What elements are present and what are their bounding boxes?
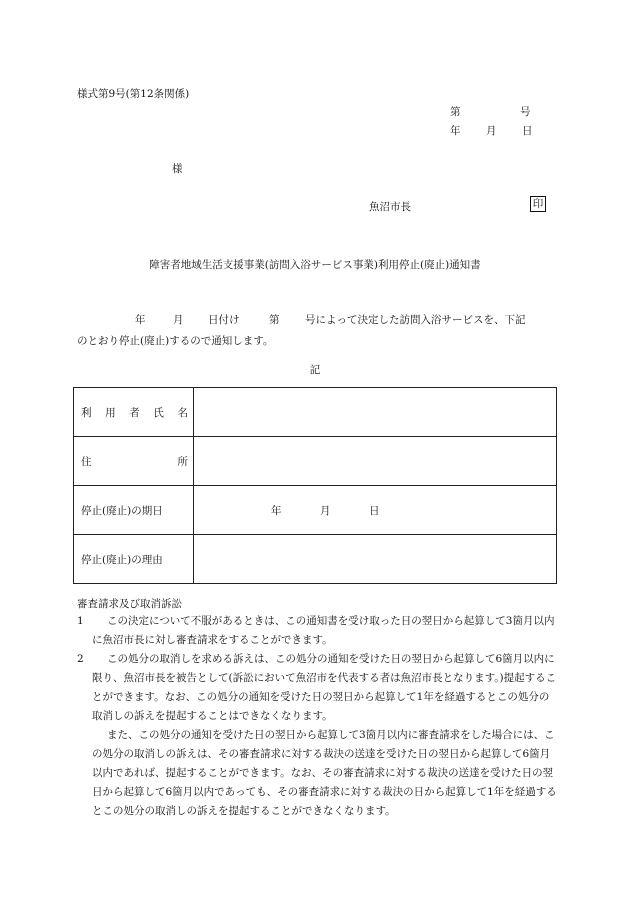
table-row xyxy=(74,388,557,437)
stop-date-day: 日 xyxy=(369,505,380,517)
reference-day: 日 xyxy=(522,125,533,137)
table-row xyxy=(74,535,557,584)
value-user-name xyxy=(194,388,557,437)
label-stop-date: 停止(廃止)の期日 xyxy=(74,486,194,535)
body-day-dated: 日付け xyxy=(208,314,240,326)
table-row xyxy=(74,486,557,535)
document-title: 障害者地域生活支援事業(訪問入浴サービス事業)利用停止(廃止)通知書 xyxy=(149,259,481,271)
stop-date-month: 月 xyxy=(320,505,331,517)
label-char: 名 xyxy=(177,406,188,419)
ki-heading: 記 xyxy=(309,364,321,376)
label-char: 者 xyxy=(129,406,140,419)
appeal-item-number: 2 xyxy=(77,653,84,665)
label-address xyxy=(74,437,194,486)
appeal-item-text: この処分の取消しを求める訴えは、この処分の通知を受けた日の翌日から起算して6箇月以内に限り、魚沼市長を被告として(訴訟において魚沼市を代表する者は魚沼市長となります。)提起することができます。なお、この処分の通知を受けた日の翌日から起算して1年を経過するとこの処分の取消しの訴えを提起することはできなくなります。 xyxy=(92,653,557,722)
appeal-item-text: この決定について不服があるときは、この通知書を受け取った日の翌日から起算して3箇月以内に魚沼市長に対し審査請求をすることができます。 xyxy=(92,615,555,646)
reference-year: 年 xyxy=(450,125,461,137)
table-row xyxy=(74,437,557,486)
label-char: 所 xyxy=(177,455,188,468)
label-char: 氏 xyxy=(153,406,164,419)
body-dai: 第 xyxy=(269,314,280,326)
appeal-heading: 審査請求及び取消訴訟 xyxy=(77,598,182,610)
label-user-name xyxy=(74,388,194,437)
appeal-item-1 xyxy=(77,612,559,650)
issuer-name: 魚沼市長 xyxy=(369,201,411,213)
value-stop-reason xyxy=(194,535,557,584)
appeal-item-text-continued: また、この処分の通知を受けた日の翌日から起算して3箇月以内に審査請求をした場合には、この処分の取消しの訴えは、その審査請求に対する裁決の送達を受けた日の翌日から起算して6箇月以内であれば、提起することができます。なお、その審査請求に対する裁決の送達を受けた日の翌日から起算して6箇月以内であっても、その審査請求に対する裁決の日から起算して1年を経過するとこの処分の取消しの訴えを提起することができなくなります。 xyxy=(92,729,557,817)
body-paragraph xyxy=(77,310,559,352)
label-user-name-text xyxy=(81,405,188,420)
body-go-text: 号によって決定した訪問入浴サービスを、下記 xyxy=(305,314,526,326)
label-stop-reason: 停止(廃止)の理由 xyxy=(74,535,194,584)
value-stop-date xyxy=(194,486,557,535)
label-char: 用 xyxy=(105,406,116,419)
appeal-items xyxy=(77,612,559,821)
label-char: 利 xyxy=(81,406,92,419)
appeal-item-number: 1 xyxy=(77,615,84,627)
body-line-1 xyxy=(77,310,559,331)
info-table xyxy=(73,387,557,584)
label-char: 住 xyxy=(81,455,92,468)
value-address xyxy=(194,437,557,486)
body-line-2: のとおり停止(廃止)するので通知します。 xyxy=(77,335,274,347)
reference-dai: 第 xyxy=(450,106,461,118)
form-number: 様式第9号(第12条関係) xyxy=(77,88,190,100)
appeal-item-2 xyxy=(77,650,559,821)
body-month: 月 xyxy=(173,314,184,326)
reference-go: 号 xyxy=(520,106,531,118)
stop-date-year: 年 xyxy=(271,505,282,517)
addressee-suffix: 様 xyxy=(172,163,183,175)
label-address-text xyxy=(81,454,188,469)
reference-month: 月 xyxy=(486,125,497,137)
body-year: 年 xyxy=(135,314,146,326)
seal-stamp: 印 xyxy=(530,196,546,212)
stop-date-fields xyxy=(194,503,556,517)
